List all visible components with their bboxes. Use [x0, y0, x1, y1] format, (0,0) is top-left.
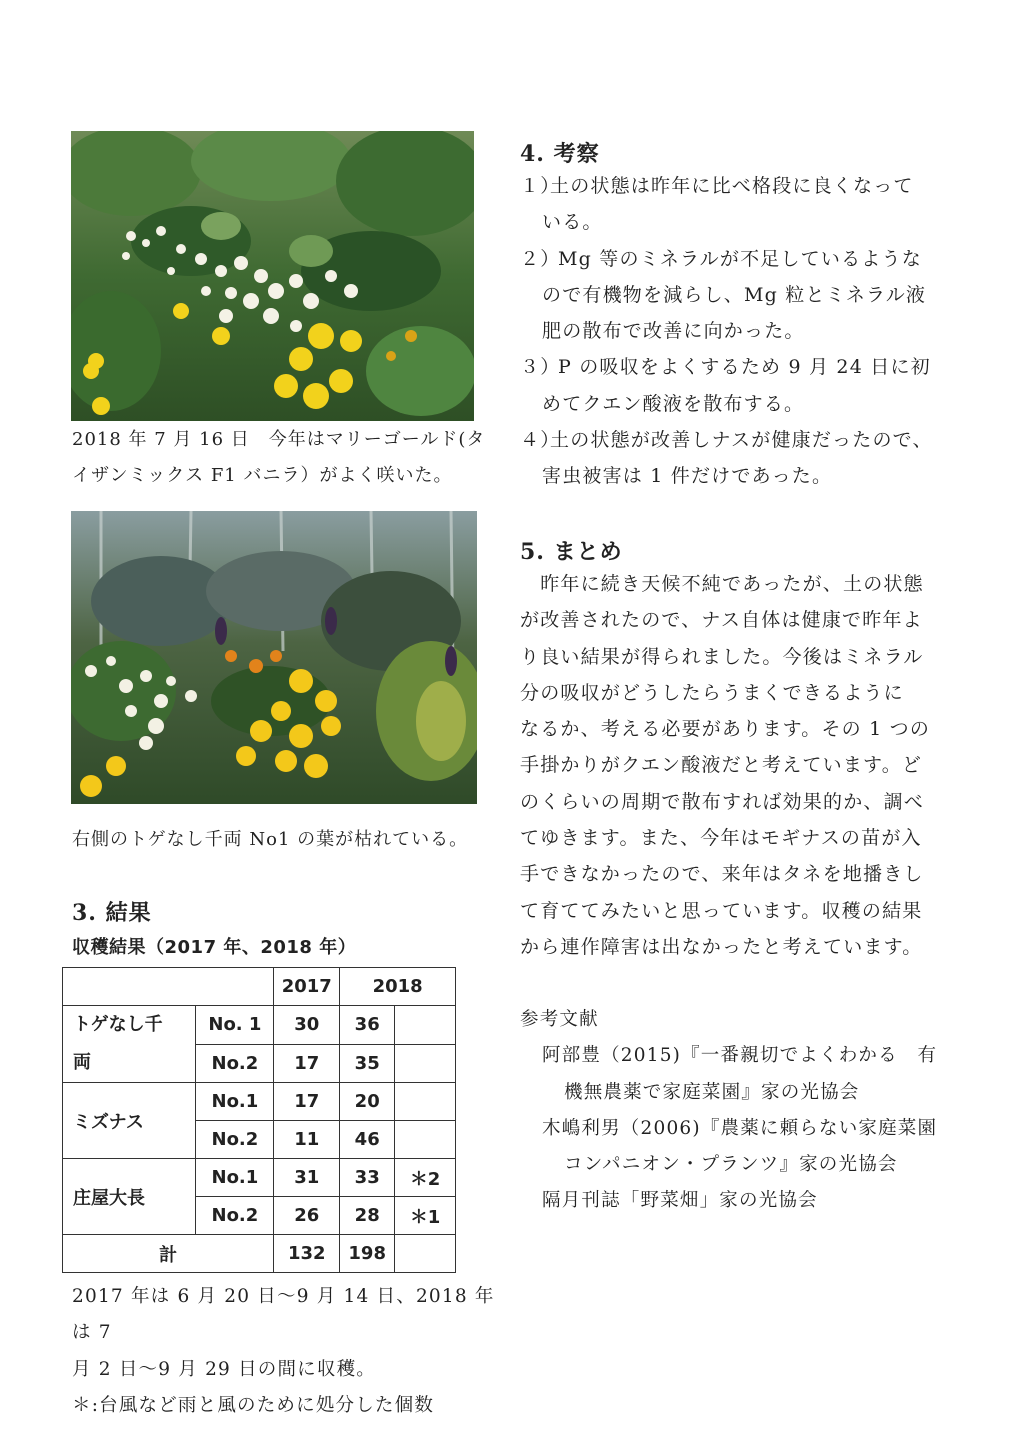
- value-2018: 35: [340, 1044, 395, 1083]
- item-number: ３）: [520, 356, 561, 379]
- value-2017: 11: [274, 1121, 340, 1159]
- total-note-blank: [395, 1235, 456, 1273]
- item-text: ので有機物を減らし、Mg 粒とミネラル液: [542, 283, 927, 306]
- value-2018: 33: [340, 1159, 395, 1197]
- item-text: Mg 等のミネラルが不足しているような: [558, 247, 922, 270]
- note-cell: ＊1: [395, 1197, 456, 1235]
- reference-line: 木嶋利男（2006)『農薬に頼らない家庭菜園: [542, 1117, 938, 1139]
- summary-line: なるか、考える必要があります。その 1 つの: [520, 718, 931, 741]
- value-2018: 36: [340, 1006, 395, 1045]
- item-text: 害虫被害は 1 件だけであった。: [542, 465, 833, 488]
- note-cell: [395, 1044, 456, 1083]
- reference-line: コンパニオン・プランツ』家の光協会: [564, 1154, 898, 1176]
- total-label: 計: [63, 1235, 274, 1273]
- value-2017: 26: [274, 1197, 340, 1235]
- item-text: いる。: [542, 211, 603, 234]
- value-2018: 46: [340, 1121, 395, 1159]
- total-2018: 198: [340, 1235, 395, 1273]
- discussion-item-3: [520, 349, 950, 422]
- harvest-results-table: [62, 967, 456, 1273]
- harvest-period-line1: 2017 年は 6 月 20 日～9 月 14 日、2018 年は 7: [72, 1286, 495, 1344]
- value-2018: 28: [340, 1197, 395, 1235]
- reference-line: 隔月刊誌「野菜畑」家の光協会: [542, 1190, 818, 1212]
- summary-paragraph: [520, 566, 960, 965]
- item-number: ２）: [520, 247, 561, 270]
- table-header-2017: 2017: [274, 968, 340, 1006]
- discussion-item-1: [520, 168, 950, 241]
- value-2017: 17: [274, 1083, 340, 1121]
- photo1-caption-line2: イザンミックス F1 バニラ）がよく咲いた。: [72, 465, 453, 486]
- note-cell: [395, 1083, 456, 1121]
- summary-line: から連作障害は出なかったと考えています。: [520, 935, 923, 958]
- item-text: P の吸収をよくするため 9 月 24 日に初: [558, 356, 931, 379]
- section5-title: 5. まとめ: [520, 539, 623, 565]
- discussion-item-4: [520, 422, 950, 495]
- summary-line: てゆきます。また、今年はモギナスの苗が入: [520, 827, 922, 850]
- summary-line: 手掛かりがクエン酸液だと考えています。ど: [520, 754, 923, 777]
- item-number: ４）: [520, 429, 561, 452]
- variety-mizunasu: ミズナス: [63, 1083, 196, 1159]
- summary-line: り良い結果が得られました。今後はミネラル: [520, 645, 924, 668]
- table-header-2018: 2018: [340, 968, 456, 1006]
- table-caption: 収穫結果（2017 年、2018 年）: [72, 937, 357, 958]
- plant-no: No.2: [196, 1197, 274, 1235]
- garden-photo-eggplants: [71, 511, 477, 804]
- plant-no: No.2: [196, 1121, 274, 1159]
- references-title: 参考文献: [520, 1009, 599, 1030]
- section3-title: 3. 結果: [72, 900, 152, 926]
- table-total-row: [63, 1235, 456, 1273]
- note-cell: [395, 1121, 456, 1159]
- table-row: [63, 1006, 456, 1045]
- table-row: [63, 1159, 456, 1197]
- discussion-list: [520, 168, 950, 495]
- variety-name-line2: 両: [73, 1052, 91, 1073]
- summary-line: 分の吸収がどうしたらうまくできるように: [520, 681, 904, 704]
- reference-line: 機無農薬で家庭菜園』家の光協会: [564, 1081, 860, 1103]
- garden-photo-marigolds: [71, 131, 474, 421]
- summary-line: のくらいの周期で散布すれば効果的か、調べ: [520, 790, 925, 813]
- variety-togenashi: [63, 1006, 196, 1083]
- photo1-caption-line1: 2018 年 7 月 16 日 今年はマリーゴールド(タ: [72, 429, 486, 450]
- table-row: [63, 1083, 456, 1121]
- reference-item: [520, 1183, 960, 1219]
- asterisk-note: ＊:台風など雨と風のために処分した個数: [72, 1394, 435, 1416]
- total-2017: 132: [274, 1235, 340, 1273]
- discussion-item-2: [520, 241, 950, 350]
- variety-name-line1: トゲなし千: [73, 1014, 163, 1035]
- summary-line: て育ててみたいと思っています。収穫の結果: [520, 899, 923, 922]
- item-text: めてクエン酸液を散布する。: [542, 392, 805, 415]
- item-text: 肥の散布で改善に向かった。: [542, 320, 805, 343]
- plant-no: No. 1: [196, 1006, 274, 1045]
- variety-shoyaonaga: 庄屋大長: [63, 1159, 196, 1235]
- value-2017: 30: [274, 1006, 340, 1045]
- note-cell: ＊2: [395, 1159, 456, 1197]
- plant-no: No.2: [196, 1044, 274, 1083]
- summary-line: が改善されたので、ナス自体は健康で昨年よ: [520, 609, 923, 632]
- value-2018: 20: [340, 1083, 395, 1121]
- plant-no: No.1: [196, 1083, 274, 1121]
- item-number: １）: [520, 175, 561, 197]
- reference-item: [520, 1111, 960, 1184]
- harvest-period-line2: 月 2 日～9 月 29 日の間に収穫。: [72, 1358, 376, 1380]
- value-2017: 17: [274, 1044, 340, 1083]
- value-2017: 31: [274, 1159, 340, 1197]
- photo2-caption: 右側のトゲなし千両 No1 の葉が枯れている。: [72, 829, 469, 850]
- references: [520, 1002, 960, 1220]
- item-text: 土の状態が改善しナスが健康だったので、: [550, 429, 933, 452]
- summary-line: 手できなかったので、来年はタネを地播きし: [520, 863, 924, 886]
- reference-line: 阿部豊（2015)『一番親切でよくわかる 有: [542, 1045, 938, 1067]
- item-text: 土の状態は昨年に比べ格段に良くなって: [550, 175, 914, 197]
- reference-item: [520, 1038, 960, 1111]
- table-header-blank: [63, 968, 274, 1006]
- summary-line: 昨年に続き天候不純であったが、土の状態: [520, 573, 924, 595]
- table-header-row: [63, 968, 456, 1006]
- plant-no: No.1: [196, 1159, 274, 1197]
- note-cell: [395, 1006, 456, 1045]
- section4-title: 4. 考察: [520, 141, 600, 167]
